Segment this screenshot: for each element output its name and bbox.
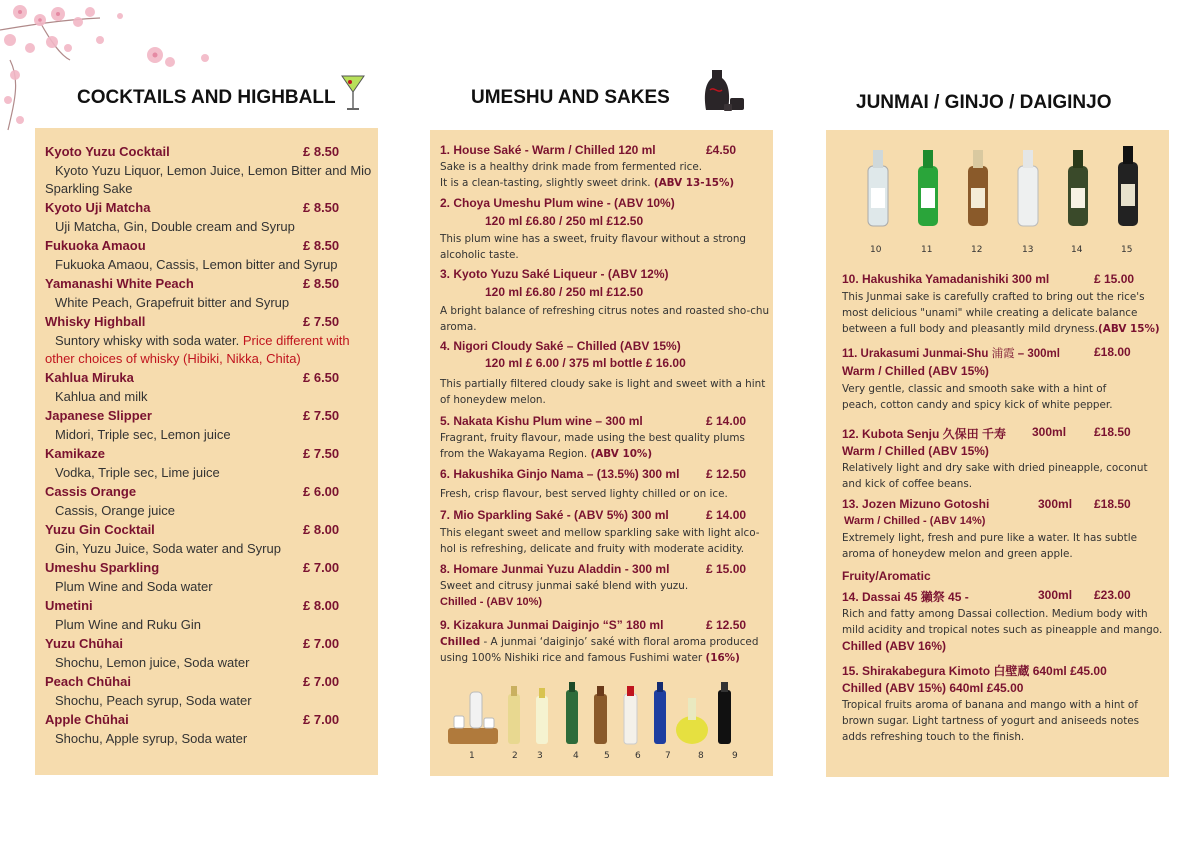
cocktail-price: £ 8.50 bbox=[303, 200, 340, 215]
sake-6-price: £ 12.50 bbox=[706, 467, 747, 481]
cocktail-description bbox=[45, 730, 375, 748]
cocktail-name: Yuzu Chūhai bbox=[45, 636, 123, 651]
cocktail-description-text: Shochu, Lemon juice, Soda water bbox=[55, 655, 250, 670]
cocktail-description bbox=[45, 578, 375, 596]
umeshu-heading: UMESHU AND SAKES bbox=[471, 87, 670, 108]
sake-5-abv: (ABV 10%) bbox=[590, 448, 653, 460]
cocktail-description bbox=[45, 426, 375, 444]
cocktail-price: £ 7.00 bbox=[303, 636, 340, 651]
cocktail-description-text: Kahlua and milk bbox=[55, 389, 148, 404]
cocktail-description-text: Vodka, Triple sec, Lime juice bbox=[55, 465, 220, 480]
cherry-blossom-decoration bbox=[0, 0, 230, 140]
sake-1-price: £4.50 bbox=[706, 143, 737, 157]
sake-5-price: £ 14.00 bbox=[706, 414, 747, 428]
cocktail-description-text: Shochu, Peach syrup, Soda water bbox=[55, 693, 252, 708]
bottle-number: 8 bbox=[698, 751, 704, 761]
bottle-number: 14 bbox=[1071, 245, 1083, 255]
sake-12-desc: Relatively light and dry sake with dried pineapple, coconut and kick of coffee beans. bbox=[842, 462, 1148, 490]
cocktail-description-text: Midori, Triple sec, Lemon juice bbox=[55, 427, 231, 442]
sake-13-desc: Extremely light, fresh and pure like a water. It has subtle aroma of honeydew melon and green apple. bbox=[842, 532, 1137, 560]
sake-10-abv: (ABV 15%) bbox=[1098, 323, 1160, 335]
cocktail-price: £ 6.00 bbox=[303, 484, 340, 499]
cocktail-description bbox=[45, 692, 375, 710]
cocktail-description bbox=[45, 388, 375, 406]
cocktail-price: £ 7.50 bbox=[303, 314, 340, 329]
cocktail-description-text: Suntory whisky with soda water. bbox=[55, 333, 240, 348]
cocktail-description-text: Plum Wine and Soda water bbox=[55, 579, 213, 594]
cocktail-name: Yuzu Gin Cocktail bbox=[45, 522, 155, 537]
cocktail-price: £ 7.00 bbox=[303, 560, 340, 575]
cocktail-description-text: Plum Wine and Ruku Gin bbox=[55, 617, 201, 632]
sake-8-desc: Sweet and citrusy junmai saké blend with yuzu. bbox=[440, 580, 689, 592]
cocktail-name: Kahlua Miruka bbox=[45, 370, 134, 385]
cocktail-description bbox=[45, 218, 375, 236]
sake-2-desc: This plum wine has a sweet, fruity flavour without a strong alcoholic taste. bbox=[440, 233, 747, 261]
sake-14-size: 300ml bbox=[1038, 588, 1073, 602]
cocktail-description bbox=[45, 162, 375, 198]
cocktail-price: £ 8.50 bbox=[303, 144, 340, 159]
junmai-panel bbox=[826, 130, 1169, 777]
sake-2-title: 2. Choya Umeshu Plum wine - (ABV 10%) bbox=[440, 196, 675, 210]
sake-12-serve: Warm / Chilled (ABV 15%) bbox=[842, 444, 989, 458]
sake-13-size: 300ml bbox=[1038, 497, 1073, 511]
sake-14-title: 14. Dassai 45 獺祭 45 - bbox=[842, 590, 969, 604]
sake-7-price: £ 14.00 bbox=[706, 508, 747, 522]
cocktail-name: Kamikaze bbox=[45, 446, 105, 461]
cocktails-heading: COCKTAILS AND HIGHBALL bbox=[77, 87, 336, 108]
sake-4-sizes: 120 ml £ 6.00 / 375 ml bottle £ 16.00 bbox=[485, 356, 686, 370]
cocktail-description bbox=[45, 294, 375, 312]
sake-4-title: 4. Nigori Cloudy Saké – Chilled (ABV 15%) bbox=[440, 339, 681, 353]
sake-10-desc-text: This Junmai sake is carefully crafted to bring out the rice's most delicious "unami" while creating a delicate balance between a full body and pleasantly mild dryness. bbox=[842, 291, 1145, 335]
bottle-number: 10 bbox=[870, 245, 882, 255]
sake-15-serve: Chilled (ABV 15%) 640ml £45.00 bbox=[842, 681, 1024, 695]
sake-2-sizes: 120 ml £6.80 / 250 ml £12.50 bbox=[485, 214, 644, 228]
sake-10-desc bbox=[842, 289, 1172, 337]
sake-14-price: £23.00 bbox=[1094, 588, 1131, 602]
sake-9-abv: (16%) bbox=[705, 652, 740, 664]
bottle-number: 15 bbox=[1121, 245, 1133, 255]
sake-15-title: 15. Shirakabegura Kimoto 白壁蔵 640ml £45.00 bbox=[842, 664, 1107, 678]
bottle-number: 2 bbox=[512, 751, 518, 761]
cocktail-price: £ 7.00 bbox=[303, 674, 340, 689]
bottle-number: 12 bbox=[971, 245, 983, 255]
cocktail-name: Yamanashi White Peach bbox=[45, 276, 194, 291]
sake-3-desc: A bright balance of refreshing citrus notes and roasted sho-chu aroma. bbox=[440, 305, 770, 333]
cocktail-description-text: Uji Matcha, Gin, Double cream and Syrup bbox=[55, 219, 295, 234]
sake-8-price: £ 15.00 bbox=[706, 562, 747, 576]
sake-5-desc-text: Fragrant, fruity flavour, made using the best quality plums from the Wakayama Region. bbox=[440, 432, 745, 460]
fruity-aromatic-label: Fruity/Aromatic bbox=[842, 569, 931, 583]
bottle-number: 13 bbox=[1022, 245, 1034, 255]
cocktail-price: £ 8.50 bbox=[303, 276, 340, 291]
cocktail-price: £ 8.50 bbox=[303, 238, 340, 253]
cocktail-description-text: Cassis, Orange juice bbox=[55, 503, 175, 518]
sake-5-desc bbox=[440, 430, 770, 462]
sake-13-title: 13. Jozen Mizuno Gotoshi bbox=[842, 497, 990, 511]
junmai-heading: JUNMAI / GINJO / DAIGINJO bbox=[856, 92, 1112, 113]
bottle-number: 1 bbox=[469, 751, 475, 761]
cocktail-description-text: Fukuoka Amaou, Cassis, Lemon bitter and Syrup bbox=[55, 257, 338, 272]
cocktail-name: Kyoto Yuzu Cocktail bbox=[45, 144, 170, 159]
cocktail-price: £ 8.00 bbox=[303, 522, 340, 537]
sake-6-desc: Fresh, crisp flavour, best served lighty chilled or on ice. bbox=[440, 488, 728, 500]
sake-12-size: 300ml bbox=[1032, 425, 1067, 439]
sake-7-title: 7. Mio Sparkling Saké - (ABV 5%) 300 ml bbox=[440, 508, 669, 522]
sake-9-title: 9. Kizakura Junmai Daiginjo “S” 180 ml bbox=[440, 618, 664, 632]
sake-6-title: 6. Hakushika Ginjo Nama – (13.5%) 300 ml bbox=[440, 467, 680, 481]
umeshu-bottles-illustration bbox=[444, 682, 764, 752]
sake-13-price: £18.50 bbox=[1094, 497, 1131, 511]
sake-9-chilled: Chilled bbox=[440, 636, 481, 648]
cocktail-name: Whisky Highball bbox=[45, 314, 146, 329]
sake-10-title: 10. Hakushika Yamadanishiki 300 ml bbox=[842, 272, 1050, 286]
sake-3-title: 3. Kyoto Yuzu Saké Liqueur - (ABV 12%) bbox=[440, 267, 669, 281]
bottle-number: 11 bbox=[921, 245, 933, 255]
bottle-number: 7 bbox=[665, 751, 671, 761]
bottle-number: 4 bbox=[573, 751, 579, 761]
sake-12-price: £18.50 bbox=[1094, 425, 1131, 439]
cocktail-name: Kyoto Uji Matcha bbox=[45, 200, 151, 215]
cocktail-name: Umetini bbox=[45, 598, 93, 613]
umeshu-panel bbox=[430, 130, 773, 776]
bottle-number: 5 bbox=[604, 751, 610, 761]
cocktail-name: Cassis Orange bbox=[45, 484, 137, 499]
sake-11-jp: 浦霞 bbox=[991, 346, 1015, 360]
sake-1-abv: (ABV 13-15%) bbox=[653, 177, 735, 189]
sake-3-sizes: 120 ml £6.80 / 250 ml £12.50 bbox=[485, 285, 644, 299]
sake-1-line2-text: It is a clean-tasting, slightly sweet drink. bbox=[440, 177, 651, 189]
sake-5-title: 5. Nakata Kishu Plum wine – 300 ml bbox=[440, 414, 643, 428]
sake-11-desc: Very gentle, classic and smooth sake with a hint of peach, cotton candy and spicy kick of white pepper. bbox=[842, 383, 1113, 411]
cocktail-price: £ 7.50 bbox=[303, 446, 340, 461]
cocktail-description bbox=[45, 540, 375, 558]
sake-12-title: 12. Kubota Senju 久保田 千寿 bbox=[842, 427, 1007, 441]
sake-8-abv: Chilled - (ABV 10%) bbox=[440, 596, 543, 608]
junmai-bottles-illustration bbox=[864, 146, 1154, 228]
sake-11-serve: Warm / Chilled (ABV 15%) bbox=[842, 364, 989, 378]
sake-set-bottle-icon bbox=[448, 692, 498, 744]
cocktail-price: £ 6.50 bbox=[303, 370, 340, 385]
martini-glass-icon bbox=[340, 72, 366, 114]
cocktail-description bbox=[45, 332, 370, 368]
sake-11-price: £18.00 bbox=[1094, 345, 1131, 359]
cocktail-name: Japanese Slipper bbox=[45, 408, 152, 423]
cocktail-description-text: Gin, Yuzu Juice, Soda water and Syrup bbox=[55, 541, 281, 556]
cocktails-panel bbox=[35, 128, 378, 775]
cocktail-name: Peach Chūhai bbox=[45, 674, 131, 689]
sake-8-title: 8. Homare Junmai Yuzu Aladdin - 300 ml bbox=[440, 562, 670, 576]
sake-11-name: 11. Urakasumi Junmai-Shu bbox=[842, 348, 989, 360]
sake-set-icon bbox=[698, 68, 748, 114]
cocktail-description bbox=[45, 654, 375, 672]
sake-10-price: £ 15.00 bbox=[1094, 272, 1135, 286]
bottle-number: 9 bbox=[732, 751, 738, 761]
cocktail-description bbox=[45, 502, 375, 520]
cocktail-description bbox=[45, 616, 375, 634]
cocktail-description-text: Shochu, Apple syrup, Soda water bbox=[55, 731, 248, 746]
sake-7-desc: This elegant sweet and mellow sparkling sake with light alco-hol is refreshing, delicate and fruity with moderate acidity. bbox=[440, 527, 760, 555]
cocktail-description bbox=[45, 464, 375, 482]
cocktail-description-text: White Peach, Grapefruit bitter and Syrup bbox=[55, 295, 290, 310]
bottle-number: 6 bbox=[635, 751, 641, 761]
sake-11-size: – 300ml bbox=[1017, 348, 1060, 360]
cocktail-description-text: Kyoto Yuzu Liquor, Lemon Juice, Lemon Bitter and Mio Sparkling Sake bbox=[45, 163, 372, 196]
sake-1-line1: Sake is a healthy drink made from fermented rice. bbox=[440, 161, 703, 173]
cocktail-price-note: Price different with other choices of whisky (Hibiki, Nikka, Chita) bbox=[45, 333, 350, 366]
sake-14-serve: Chilled (ABV 16%) bbox=[842, 639, 947, 653]
cocktail-price: £ 7.50 bbox=[303, 408, 340, 423]
cocktail-name: Umeshu Sparkling bbox=[45, 560, 160, 575]
sake-9-desc bbox=[440, 634, 770, 666]
cocktail-description bbox=[45, 256, 375, 274]
sake-15-desc: Tropical fruits aroma of banana and mango with a hint of brown sugar. Light tartness of yogurt and aniseeds notes adds refreshing touch to the finish. bbox=[842, 699, 1140, 743]
sake-1-line2 bbox=[440, 175, 734, 191]
sake-11-title bbox=[842, 345, 1060, 361]
cocktail-name: Apple Chūhai bbox=[45, 712, 129, 727]
sake-4-desc: This partially filtered cloudy sake is light and sweet with a hint of honeydew melon. bbox=[440, 378, 766, 406]
cocktail-price: £ 8.00 bbox=[303, 598, 340, 613]
sake-9-desc-text: - A junmai ‘daiginjo’ saké with floral aroma produced using 100% Nishiki rice and famous Fushimi water bbox=[440, 636, 759, 664]
cocktail-price: £ 7.00 bbox=[303, 712, 340, 727]
sake-14-desc: Rich and fatty among Dassai collection. Medium body with mild acidity and tropical notes such as pineapple and mango. bbox=[842, 608, 1163, 636]
sake-9-price: £ 12.50 bbox=[706, 618, 747, 632]
bottle-number: 3 bbox=[537, 751, 543, 761]
cocktail-name: Fukuoka Amaou bbox=[45, 238, 146, 253]
sake-13-serve: Warm / Chilled - (ABV 14%) bbox=[844, 515, 986, 527]
sake-1-title: 1. House Saké - Warm / Chilled 120 ml bbox=[440, 143, 656, 157]
